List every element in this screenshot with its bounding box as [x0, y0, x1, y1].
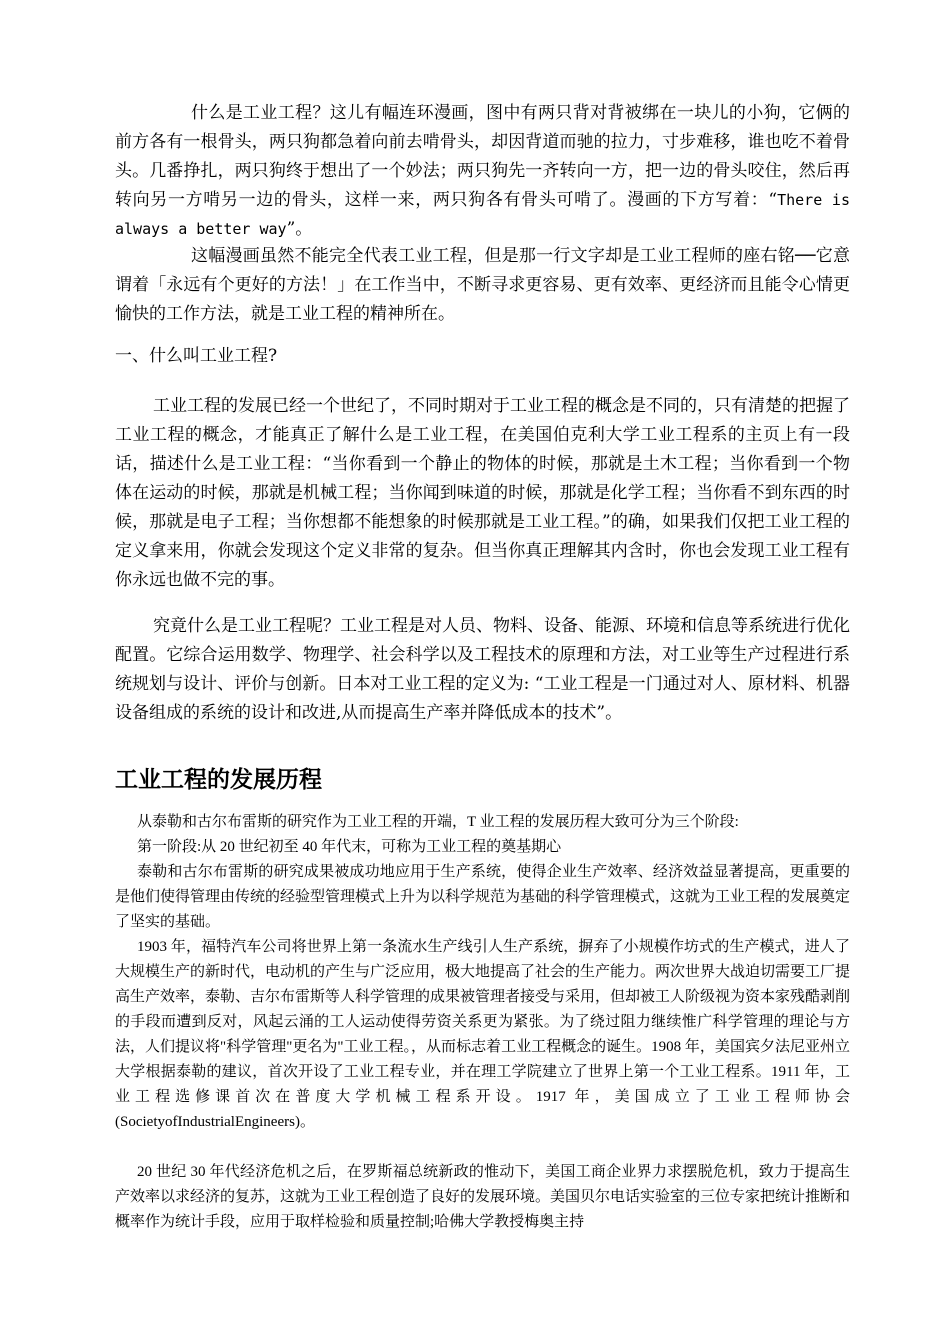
english-quote: There is always a better way: [115, 191, 850, 238]
stage-1-title: 第一阶段:从 20 世纪初至 40 年代末，可称为工业工程的奠基期心: [137, 839, 562, 855]
stage-1-paragraph-3: 20 世纪 30 年代经济危机之后，在罗斯福总统新政的惟动下，美国工商企业界力求摆脱危机，致力于提高生产效率以求经济的复苏，这就为工业工程创造了良好的发展环境。美国贝尔电话实验室的三位专家把统计推断和概率作为统计手段，应用于取样检验和质量控制;哈佛大学教授梅奥主持: [115, 1164, 851, 1230]
section-1-paragraph-2: 究竟什么是工业工程呢？工业工程是对人员、物料、设备、能源、环境和信息等系统进行优化配置。它综合运用数学、物理学、社会科学以及工程技术的原理和方法，对工业等生产过程进行系统规划与设计、评价与创新。日本对工业工程的定义为: “工业工程是一门通过对人、原材料、机器设备组成的系统的设计和改进,从而提高生产率并降低成本的技术”。: [115, 616, 850, 723]
intro-paragraph-1-end: ”。: [286, 219, 313, 239]
section-1-heading: 一、什么叫工业工程?: [115, 346, 278, 366]
history-heading: 工业工程的发展历程: [115, 766, 322, 793]
intro-paragraph-2: 这幅漫画虽然不能完全代表工业工程，但是那一行文字却是工业工程师的座右铭──它意谓着「永远有个更好的方法！」在工作当中，不断寻求更容易、更有效率、更经济而且能令心情更愉快的工作方法，就是工业工程的精神所在。: [115, 246, 850, 324]
intro-paragraph-1: [115, 99, 850, 244]
section-1-paragraph-1: 工业工程的发展已经一个世纪了，不同时期对于工业工程的概念是不同的，只有清楚的把握了工业工程的概念，才能真正了解什么是工业工程，在美国伯克利大学工业工程系的主页上有一段话，描述什么是工业工程：“当你看到一个静止的物体的时候，那就是土木工程；当你看到一个物体在运动的时候，那就是机械工程；当你闻到味道的时候，那就是化学工程；当你看不到东西的时候，那就是电子工程；当你想都不能想象的时候那就是工业工程。”的确，如果我们仅把工业工程的定义拿来用，你就会发现这个定义非常的复杂。但当你真正理解其内含时，你也会发现工业工程有你永远也做不完的事。: [115, 396, 850, 590]
stage-1-paragraph-1: 泰勒和古尔布雷斯的研究成果被成功地应用于生产系统，使得企业生产效率、经济效益显著提高，更重要的是他们使得管理由传统的经验型管理模式上升为以科学规范为基础的科学管理模式，这就为工业工程的发展奠定了坚实的基础。: [115, 864, 851, 930]
stage-1-paragraph-2: 1903 年，福特汽车公司将世界上第一条流水生产线引人生产系统，摒弃了小规模作坊式的生产模式，进人了大规模生产的新时代，电动机的产生与广泛应用，极大地提高了社会的生产能力。两次世界大战迫切需要工厂提高生产效率，泰勒、吉尔布雷斯等人科学管理的成果被管理者接受与采用，但却被工人阶级视为资本家残酷剥削的手段而遭到反对，风起云涌的工人运动使得劳资关系更为紧张。为了绕过阻力继续惟广科学管理的理论与方法，人们提议将"科学管理"更名为"工业工程。，从而标志着工业工程概念的诞生。1908 年，美国宾夕法尼亚州立大学根据泰勒的建议，首次开设了工业工程专业，并在理工学院建立了世界上第一个工业工程系。1911 年，工业工程选修课首次在普度大学机械工程系开设。1917 年，美国成立了工业工程师协会(SocietyofIndustrialEngineers)。: [115, 939, 851, 1130]
intro-paragraph-1-text: 什么是工业工程？这儿有幅连环漫画，图中有两只背对背被绑在一块儿的小狗，它俩的前方各有一根骨头，两只狗都急着向前去啃骨头，却因背道而驰的拉力，寸步难移，谁也吃不着骨头。几番挣扎，两只狗终于想出了一个妙法；两只狗先一齐转向一方，把一边的骨头咬住，然后再转向另一方啃另一边的骨头，这样一来，两只狗各有骨头可啃了。漫画的下方写着：“: [115, 103, 850, 210]
history-intro: 从泰勒和古尔布雷斯的研究作为工业工程的开端，T 业工程的发展历程大致可分为三个阶段:: [137, 814, 739, 830]
